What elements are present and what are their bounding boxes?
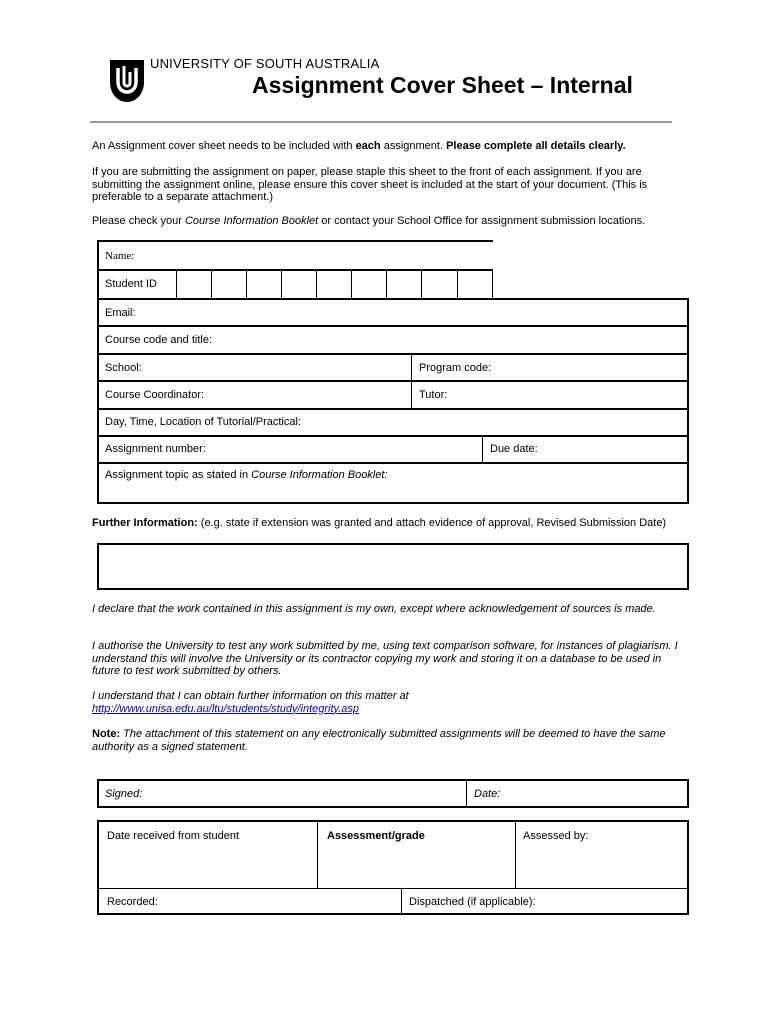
assignment-number-field[interactable]	[217, 438, 477, 462]
assessed-by-label: Assessed by:	[523, 830, 589, 842]
assignment-number-label: Assignment number:	[105, 443, 206, 455]
program-code-field[interactable]	[497, 356, 683, 380]
further-info-label: Further Information: (e.g. state if extension was granted and attach evidence of approval, Revised Submission Date)	[92, 517, 667, 529]
intro-paragraph-1: An Assignment cover sheet needs to be included with each assignment. Please complete all details clearly.	[92, 140, 626, 152]
recorded-label: Recorded:	[107, 896, 158, 908]
student-id-digit-box[interactable]	[387, 270, 421, 297]
student-id-digit-box[interactable]	[422, 270, 456, 297]
signed-label: Signed:	[105, 788, 143, 800]
email-label: Email:	[105, 307, 136, 319]
tutor-field[interactable]	[457, 383, 683, 407]
dispatched-label: Dispatched (if applicable):	[409, 896, 536, 908]
office-use-box	[97, 820, 689, 915]
student-id-digit-box[interactable]	[352, 270, 386, 297]
student-id-digit-box[interactable]	[177, 270, 211, 297]
due-date-label: Due date:	[490, 443, 538, 455]
signed-field[interactable]	[151, 783, 461, 805]
coordinator-label: Course Coordinator:	[105, 389, 205, 401]
tutorial-field[interactable]	[317, 411, 683, 435]
date-label: Date:	[474, 788, 501, 800]
note-paragraph: Note: The attachment of this statement on any electronically submitted assignments will be deemed to have the same authority as a signed statement.	[92, 728, 666, 753]
coordinator-field[interactable]	[217, 383, 407, 407]
due-date-field[interactable]	[542, 438, 683, 462]
university-name: UNIVERSITY OF SOUTH AUSTRALIA	[150, 56, 380, 71]
intro-paragraph-2: If you are submitting the assignment on paper, please staple this sheet to the front of each assignment. If you are submitting the assignment online, please ensure this cover sheet is included at the start of your document. (This is preferable to a separate attachment.)	[92, 166, 648, 203]
email-field[interactable]	[147, 301, 683, 325]
unisa-logo-icon	[106, 56, 148, 104]
header-divider	[90, 121, 672, 123]
course-field[interactable]	[223, 328, 683, 352]
assessment-grade-label: Assessment/grade	[327, 830, 425, 842]
tutor-label: Tutor:	[419, 389, 448, 401]
student-id-digit-box[interactable]	[282, 270, 316, 297]
name-field[interactable]	[147, 243, 487, 267]
course-label: Course code and title:	[105, 334, 213, 346]
tutorial-label: Day, Time, Location of Tutorial/Practical:	[105, 416, 302, 428]
student-id-digit-box[interactable]	[458, 270, 492, 297]
school-label: School:	[105, 362, 142, 374]
topic-field[interactable]	[101, 483, 683, 501]
further-info-field[interactable]	[97, 543, 689, 590]
name-label: Name:	[105, 250, 135, 262]
student-id-digit-box[interactable]	[212, 270, 246, 297]
topic-label: Assignment topic as stated in Course Information Booklet:	[105, 469, 388, 481]
declaration-further-info: I understand that I can obtain further information on this matter at http://www.unisa.edu.au/ltu/students/study/integrity.asp	[92, 690, 409, 715]
student-details-form	[97, 240, 689, 504]
date-field[interactable]	[509, 783, 685, 805]
page-title: Assignment Cover Sheet – Internal	[252, 72, 633, 98]
declaration-authorise: I authorise the University to test any work submitted by me, using text comparison software, for instances of plagiarism. I understand this will involve the University or its contractor copying my work and storing it on a database to be used in future to test work submitted by others.	[92, 640, 678, 677]
integrity-link[interactable]: http://www.unisa.edu.au/ltu/students/study/integrity.asp	[92, 702, 360, 715]
school-field[interactable]	[147, 356, 407, 380]
program-code-label: Program code:	[419, 362, 492, 374]
student-id-digit-box[interactable]	[247, 270, 281, 297]
intro-paragraph-3: Please check your Course Information Booklet or contact your School Office for assignment submission locations.	[92, 215, 646, 227]
student-id-label: Student ID	[105, 278, 157, 290]
student-id-digit-box[interactable]	[317, 270, 351, 297]
declaration-own-work: I declare that the work contained in this assignment is my own, except where acknowledgement of sources is made.	[92, 603, 656, 615]
date-received-label: Date received from student	[107, 830, 240, 842]
signature-box	[97, 779, 689, 808]
